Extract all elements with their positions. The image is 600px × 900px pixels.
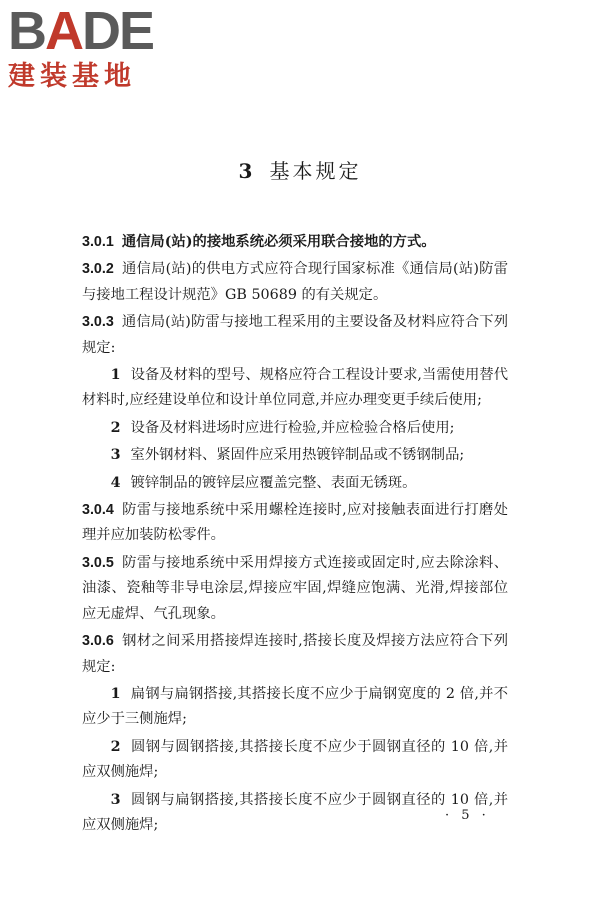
clause-3-0-4 (82, 498, 508, 549)
clause-text: 通信局(站)的供电方式应符合现行国家标准《通信局(站)防雷与接地工程设计规范》GB 50689 的有关规定。 (82, 261, 508, 303)
clause-item (82, 363, 508, 414)
item-text: 扁钢与扁钢搭接,其搭接长度不应少于扁钢宽度的 2 倍,并不应少于三侧施焊; (82, 685, 508, 728)
document-body (82, 230, 508, 840)
page-number: · 5 · (445, 808, 490, 823)
clause-3-0-3 (82, 310, 508, 361)
clause-3-0-2 (82, 257, 508, 308)
item-number: 3 (110, 791, 121, 808)
clause-number: 3.0.2 (82, 261, 114, 278)
clause-item (82, 682, 508, 733)
item-text: 设备及材料的型号、规格应符合工程设计要求,当需使用替代材料时,应经建设单位和设计单位同意,并应办理变更手续后使用; (82, 367, 508, 409)
clause-3-0-5 (82, 551, 508, 627)
clause-item (82, 416, 508, 441)
item-text: 圆钢与扁钢搭接,其搭接长度不应少于圆钢直径的 10 倍,并应双侧施焊; (82, 791, 508, 833)
logo-letters-de: DE (82, 1, 154, 61)
clause-3-0-1 (82, 230, 508, 255)
clause-text: 防雷与接地系统中采用焊接方式连接或固定时,应去除涂料、油漆、瓷釉等非导电涂层,焊接应牢固,焊缝应饱满、光滑,焊接部位应无虚焊、气孔现象。 (82, 554, 508, 622)
logo-letter-a: A (45, 1, 82, 61)
item-text: 镀锌制品的镀锌层应覆盖完整、表面无锈斑。 (130, 474, 417, 491)
clause-number: 3.0.1 (82, 234, 114, 250)
logo-letter-b: B (8, 1, 45, 61)
clause-item (82, 443, 508, 468)
item-text: 圆钢与圆钢搭接,其搭接长度不应少于圆钢直径的 10 倍,并应双侧施焊; (82, 738, 508, 781)
item-number: 1 (110, 367, 121, 384)
item-number: 1 (110, 685, 121, 702)
item-number: 2 (110, 419, 121, 436)
logo-wordmark (8, 1, 154, 61)
chapter-heading-text: 基本规定 (269, 159, 362, 183)
clause-text: 防雷与接地系统中采用螺栓连接时,应对接触表面进行打磨处理并应加装防松零件。 (82, 502, 508, 544)
clause-number: 3.0.4 (82, 502, 114, 519)
clause-number: 3.0.6 (82, 633, 114, 650)
item-text: 设备及材料进场时应进行检验,并应检验合格后使用; (130, 419, 455, 436)
clause-number: 3.0.3 (82, 314, 114, 331)
item-number: 4 (110, 474, 121, 491)
clause-item (82, 735, 508, 786)
clause-text: 通信局(站)的接地系统必须采用联合接地的方式。 (121, 234, 436, 250)
watermark-logo (6, 1, 181, 96)
chapter-number: 3 (238, 159, 256, 183)
clause-3-0-6 (82, 629, 508, 680)
item-number: 3 (110, 447, 121, 464)
clause-text: 通信局(站)防雷与接地工程采用的主要设备及材料应符合下列规定: (82, 314, 508, 356)
clause-number: 3.0.5 (82, 554, 114, 571)
chapter-title (0, 158, 600, 184)
item-text: 室外钢材料、紧固件应采用热镀锌制品或不锈钢制品; (130, 447, 465, 464)
clause-text: 钢材之间采用搭接焊连接时,搭接长度及焊接方法应符合下列规定: (82, 633, 508, 675)
clause-item (82, 471, 508, 496)
item-number: 2 (110, 738, 121, 755)
logo-subtitle: 建装基地 (8, 61, 136, 92)
